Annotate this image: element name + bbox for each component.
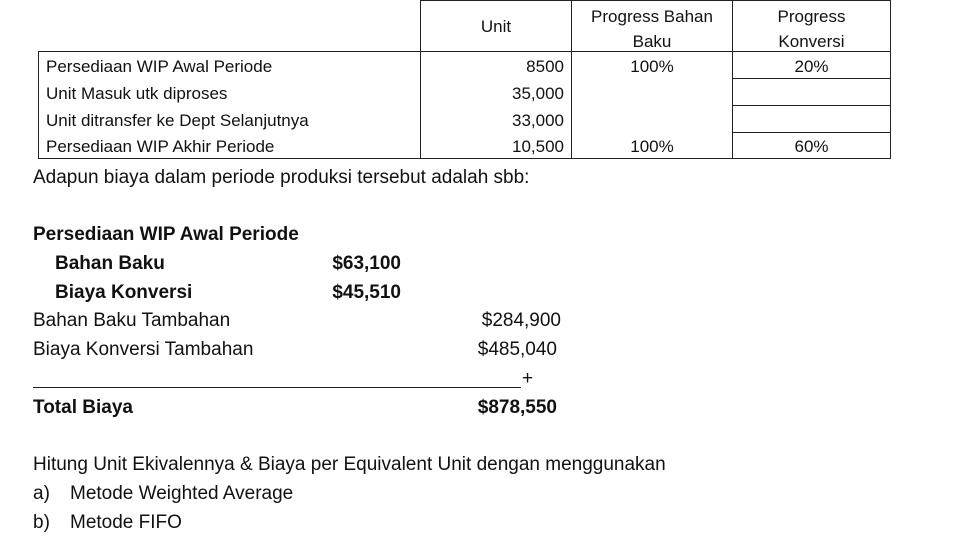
bb-tambahan-value: $284,900 — [481, 310, 561, 331]
plus-sign: + — [522, 368, 534, 389]
header-unit: Unit — [480, 17, 512, 36]
header-unit-cell — [420, 0, 572, 52]
header-progress-bb-cell — [571, 0, 733, 52]
task-instruction: Hitung Unit Ekivalennya & Biaya per Equivalent Unit dengan menggunakan — [33, 454, 666, 475]
row-label-wip-akhir: Persediaan WIP Akhir Periode — [46, 137, 275, 156]
biaya-konversi-label: Biaya Konversi — [55, 282, 193, 303]
row-label-wip-awal: Persediaan WIP Awal Periode — [46, 57, 273, 76]
bahan-baku-value: $63,100 — [332, 253, 401, 274]
row-label-unit-transfer: Unit ditransfer ke Dept Selanjutnya — [46, 111, 309, 130]
header-progress-konv-cell — [732, 0, 891, 52]
option-a-text: Metode Weighted Average — [70, 483, 294, 504]
row-bb-wip-akhir: 100% — [630, 137, 674, 156]
bahan-baku-label: Bahan Baku — [55, 253, 165, 274]
total-label: Total Biaya — [33, 397, 133, 418]
option-b-text: Metode FIFO — [70, 512, 182, 533]
bk-tambahan-value: $485,040 — [477, 339, 557, 360]
sum-underline — [33, 387, 521, 388]
row-unit-unit-transfer: 33,000 — [512, 111, 564, 130]
row-konv-wip-awal: 20% — [794, 57, 829, 76]
bb-tambahan-label: Bahan Baku Tambahan — [33, 310, 231, 331]
row-bb-wip-awal: 100% — [630, 57, 674, 76]
header-progress-konversi: Progress Konversi — [777, 7, 846, 51]
bk-tambahan-label: Biaya Konversi Tambahan — [33, 339, 254, 360]
wip-awal-title: Persediaan WIP Awal Periode — [33, 224, 299, 245]
header-progress-bahan-baku: Progress Bahan Baku — [591, 7, 713, 51]
row-unit-wip-akhir: 10,500 — [512, 137, 564, 156]
option-a-marker: a) — [33, 483, 50, 504]
intro-text: Adapun biaya dalam periode produksi tersebut adalah sbb: — [33, 167, 530, 188]
biaya-konversi-value: $45,510 — [332, 282, 401, 303]
row-unit-wip-awal: 8500 — [526, 57, 564, 76]
option-b-marker: b) — [33, 512, 50, 533]
row-konv-wip-akhir: 60% — [794, 137, 829, 156]
row-unit-unit-masuk: 35,000 — [512, 84, 564, 103]
row-label-unit-masuk: Unit Masuk utk diproses — [46, 84, 228, 103]
total-value: $878,550 — [477, 397, 557, 418]
